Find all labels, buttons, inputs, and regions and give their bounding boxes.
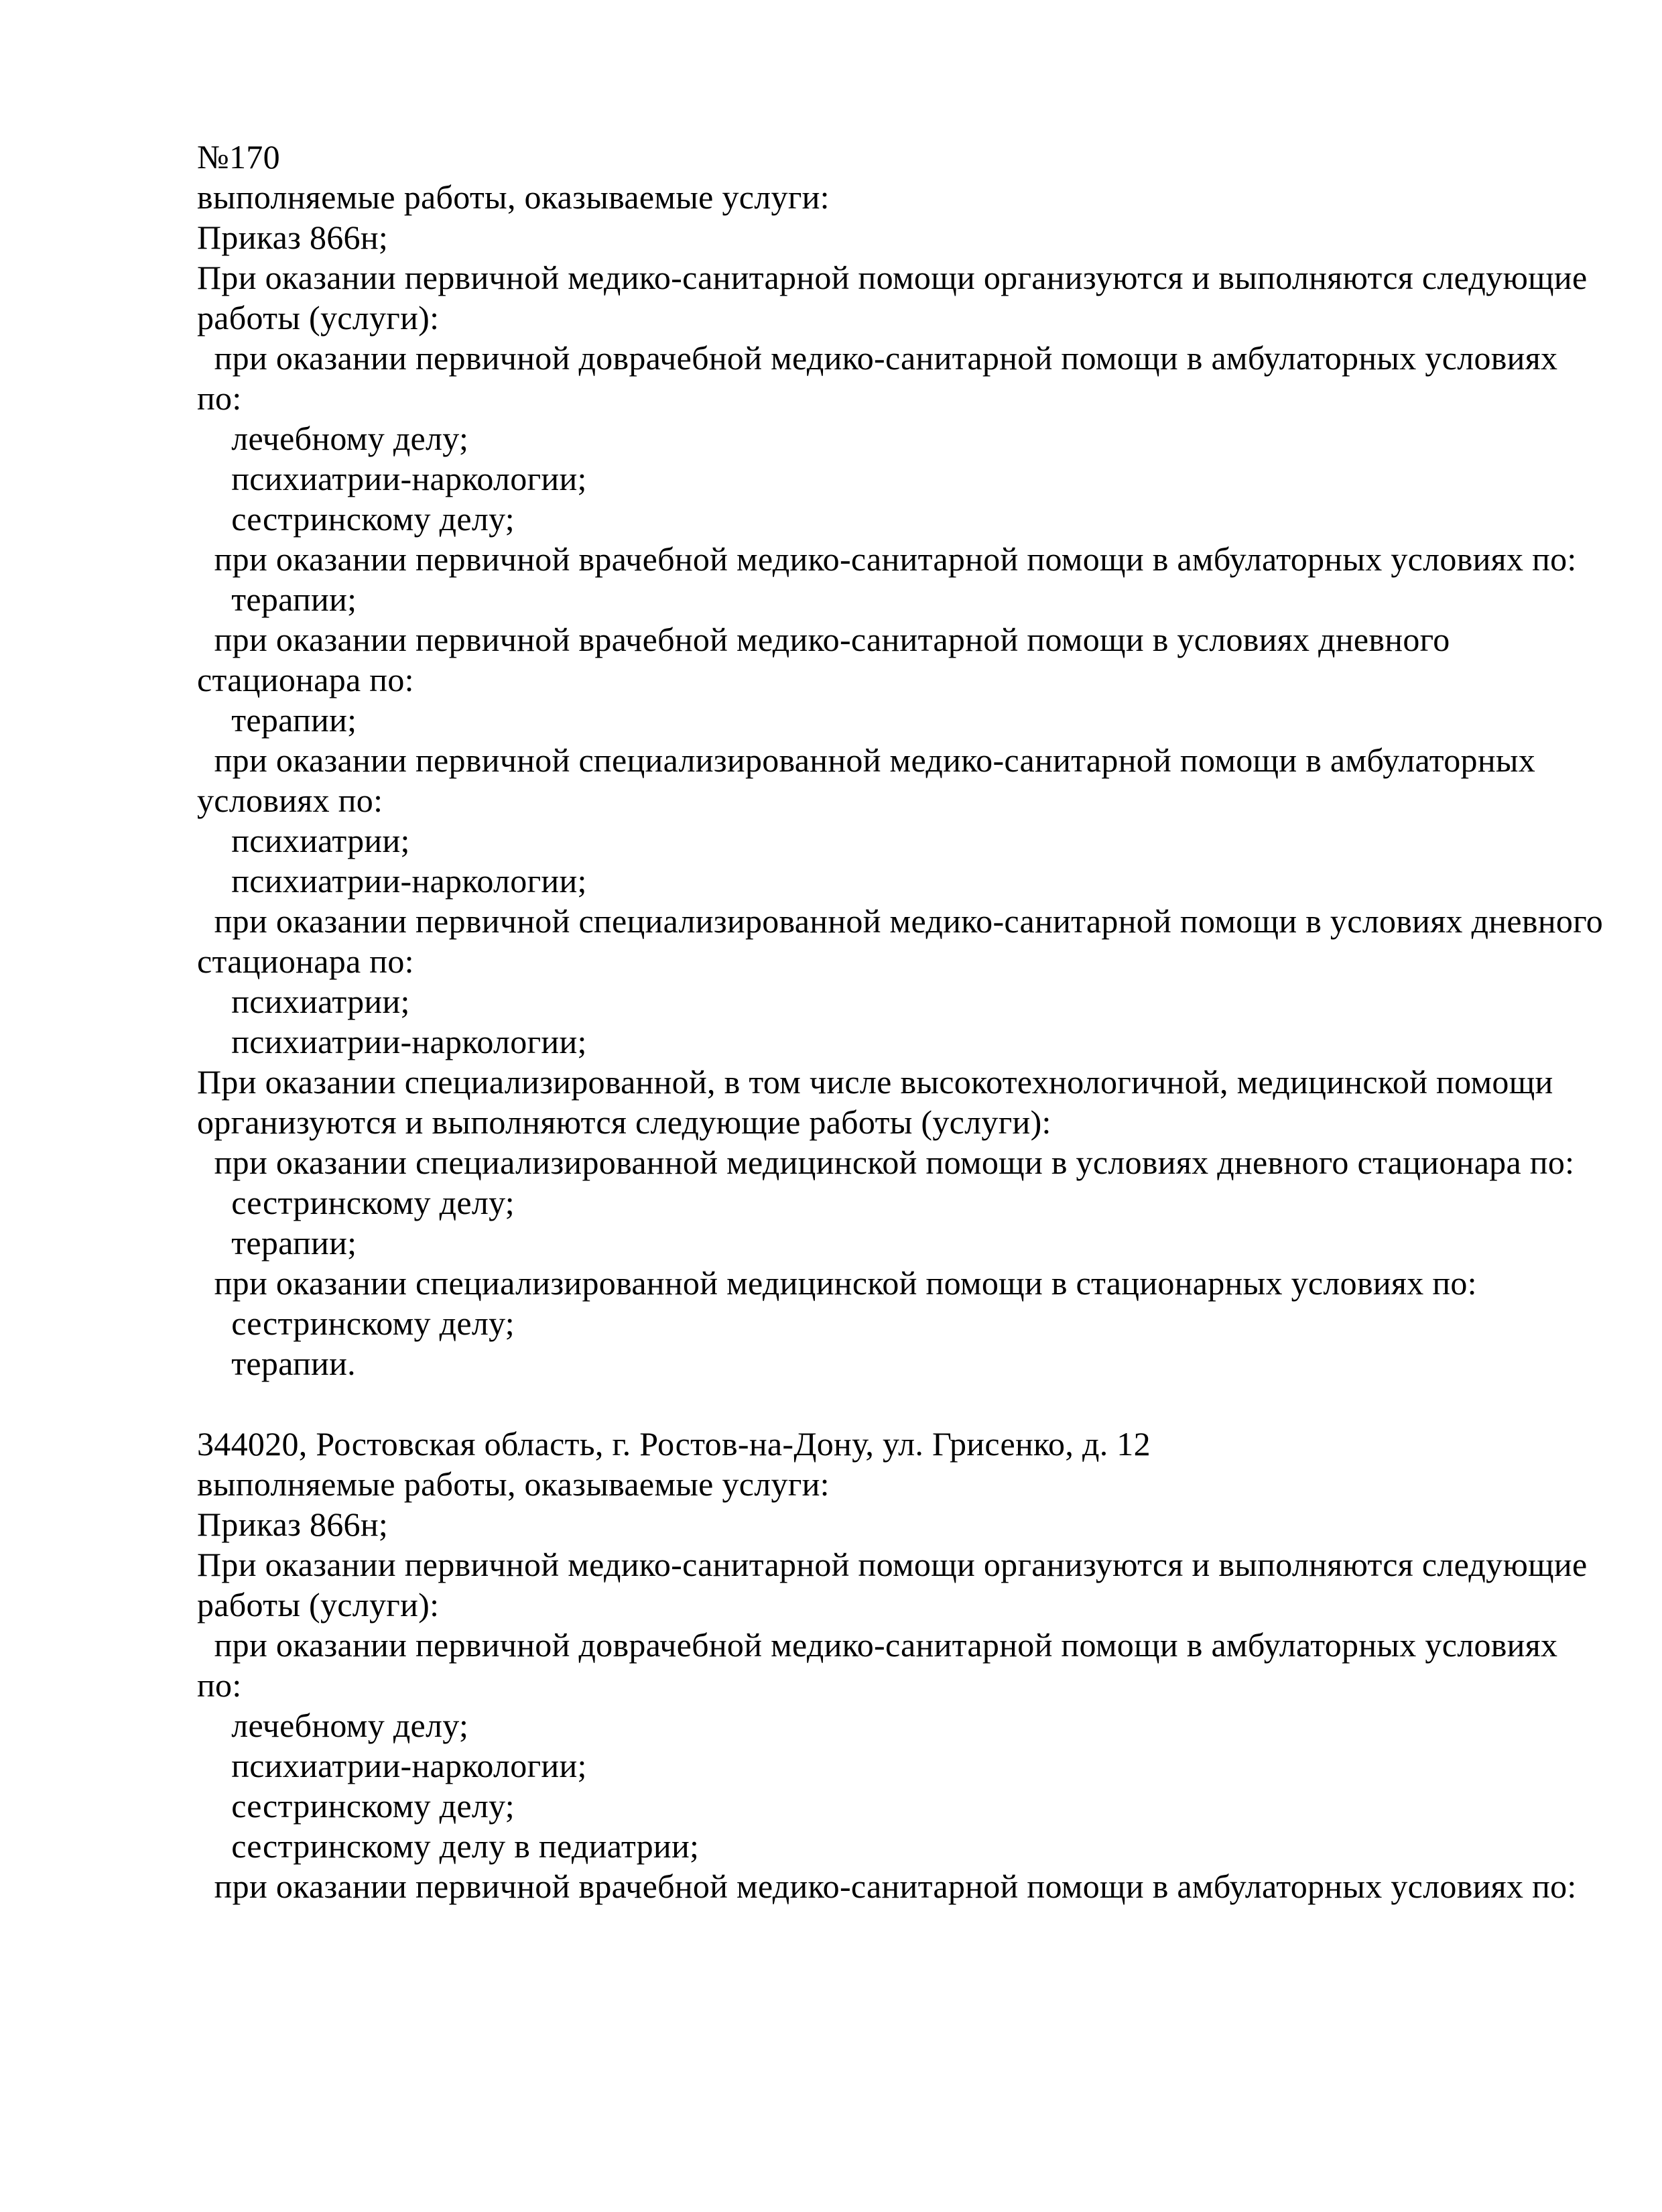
doc-line: при оказании специализированной медицинской помощи в условиях дневного стационара по: xyxy=(197,1144,1575,1181)
address-line: 344020, Ростовская область, г. Ростов-на-Дону, ул. Грисенко, д. 12 xyxy=(197,1425,1151,1463)
doc-line: организуются и выполняются следующие работы (услуги): xyxy=(197,1103,1051,1141)
doc-line: сестринскому делу; xyxy=(197,500,515,538)
doc-line: терапии. xyxy=(197,1345,356,1382)
doc-line: при оказании первичной доврачебной медико-санитарной помощи в амбулаторных условиях xyxy=(197,339,1558,377)
doc-line: При оказании специализированной, в том числе высокотехнологичной, медицинской помощи xyxy=(197,1063,1553,1101)
doc-line: психиатрии-наркологии; xyxy=(197,1747,587,1784)
doc-line: лечебному делу; xyxy=(197,1707,469,1744)
doc-line: при оказании первичной специализированной медико-санитарной помощи в амбулаторных xyxy=(197,741,1536,779)
doc-line: условиях по: xyxy=(197,782,383,819)
doc-line: стационара по: xyxy=(197,942,414,980)
doc-line: психиатрии; xyxy=(197,822,410,859)
doc-line: при оказании первичной врачебной медико-санитарной помощи в амбулаторных условиях по: xyxy=(197,1867,1577,1905)
doc-line: работы (услуги): xyxy=(197,1586,440,1623)
doc-line: психиатрии-наркологии; xyxy=(197,1023,587,1060)
doc-line: при оказании первичной специализированной медико-санитарной помощи в условиях дневного xyxy=(197,902,1604,940)
document-content xyxy=(197,137,1604,1906)
doc-line: терапии; xyxy=(197,1224,357,1262)
doc-line: стационара по: xyxy=(197,661,414,698)
doc-line: лечебному делу; xyxy=(197,420,469,457)
doc-line: психиатрии-наркологии; xyxy=(197,862,587,900)
doc-line: психиатрии-наркологии; xyxy=(197,460,587,497)
doc-line: при оказании первичной доврачебной медико-санитарной помощи в амбулаторных условиях xyxy=(197,1626,1558,1664)
doc-line: выполняемые работы, оказываемые услуги: xyxy=(197,1465,830,1503)
doc-line: сестринскому делу; xyxy=(197,1787,515,1825)
doc-line: при оказании специализированной медицинской помощи в стационарных условиях по: xyxy=(197,1264,1477,1302)
doc-line: сестринскому делу в педиатрии; xyxy=(197,1827,700,1865)
license-number-line: №170 xyxy=(197,138,280,176)
doc-line: терапии; xyxy=(197,580,357,618)
doc-line: Приказ 866н; xyxy=(197,219,389,256)
doc-line: по: xyxy=(197,1666,242,1704)
doc-line: по: xyxy=(197,379,242,417)
doc-line: сестринскому делу; xyxy=(197,1304,515,1342)
doc-line: терапии; xyxy=(197,701,357,739)
doc-line: При оказании первичной медико-санитарной помощи организуются и выполняются следующие xyxy=(197,1546,1588,1583)
license-entry-170 xyxy=(197,137,1604,1384)
doc-line: при оказании первичной врачебной медико-санитарной помощи в условиях дневного xyxy=(197,621,1450,658)
doc-line: сестринскому делу; xyxy=(197,1184,515,1221)
doc-line: работы (услуги): xyxy=(197,299,440,336)
doc-line: при оказании первичной врачебной медико-санитарной помощи в амбулаторных условиях по: xyxy=(197,540,1577,578)
doc-line: психиатрии; xyxy=(197,983,410,1020)
doc-line: Приказ 866н; xyxy=(197,1506,389,1543)
doc-line: При оказании первичной медико-санитарной помощи организуются и выполняются следующие xyxy=(197,259,1588,296)
doc-line: выполняемые работы, оказываемые услуги: xyxy=(197,178,830,216)
license-entry-grisenko-12 xyxy=(197,1424,1588,1906)
